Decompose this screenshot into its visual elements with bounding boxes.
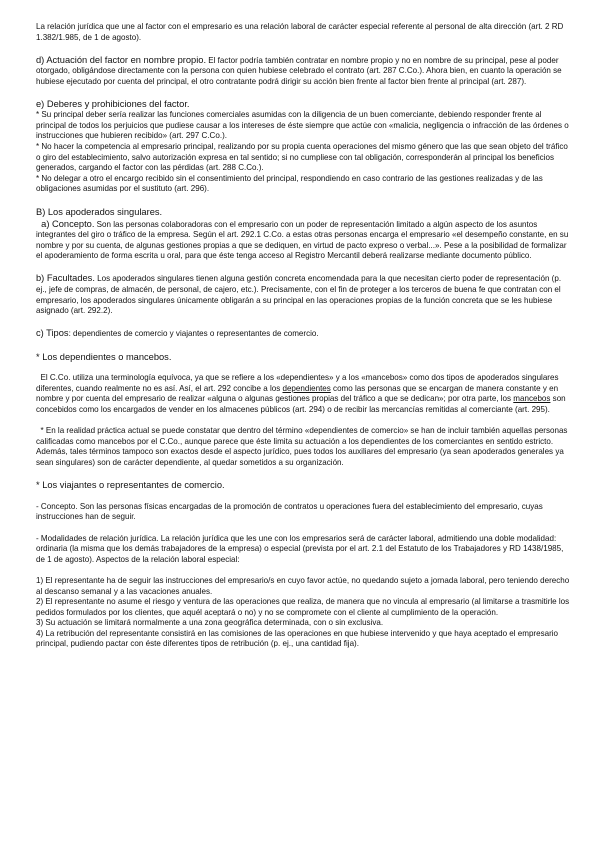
aspecto-item-1: 1) El representante ha de seguir las instrucciones del empresario/s en cuyo favor actúe, no quedando sujeto a jornada laboral, pero teniendo derecho al descanso semanal y a las vacaciones anuales. <box>36 575 570 596</box>
viajantes-modalidades: - Modalidades de relación jurídica. La relación jurídica que les une con los empresarios será de carácter laboral, admitiendo una doble modalidad: ordinaria (la misma que los demás trabajadores de la empresa) o especial (prevista por el art. 2.1 del Estatuto de los Trabajadores y RD 1438/1985, de 1 de agosto). Aspectos de la relación laboral especial: <box>36 533 564 564</box>
section-e <box>36 98 572 195</box>
section-d-text: El factor podría también contratar en nombre propio y no en nombre de su principal, pese al poder otorgado, obligándose directamente con la persona con quien hubiese celebrado el contrato (art. 287 C.Co.). Ahora bien, en cuanto la operación se hubiese ejecutado por cuenta del principal, el otro contratante podrá dirigir su acción bien frente al factor bien frente al principal (art. 287). <box>36 55 562 86</box>
paragraph-alta-direccion: La relación jurídica que une al factor con el empresario es una relación laboral de carácter especial referente al personal de alta dirección (art. 2 RD 1.382/1.985, de 1 de agosto). <box>36 22 564 42</box>
viajantes-title: * Los viajantes o representantes de comercio. <box>36 480 225 491</box>
realidad-practica-paragraph: * En la realidad práctica actual se puede constatar que dentro del término «dependientes de comercio» se han de incluir también aquellas personas calificadas como mancebos por el C.Co., aunque parece que éste limita su actuación a los dependientes de los comerciantes en sentido estricto. Además, tales términos tampoco son exactos desde el aspecto jurídico, pues todos los auxiliares del empresario (ya sean apoderados generales ya sean singulares) son de carácter dependiente, al quedar sometidos a su organización. <box>36 426 570 467</box>
section-d <box>36 54 572 88</box>
aspecto-item-2: 2) El representante no asume el riesgo y ventura de las operaciones que realiza, de manera que no vincula al empresario (al limitarse a trasmitirle los pedidos formulados por los clientes, que aquél aceptará o no) y no se compromete con el cliente al cumplimiento de la operación. <box>36 597 570 617</box>
mancebos-term: mancebos <box>513 394 551 404</box>
tipos-title: c) Tipos <box>36 328 69 339</box>
section-b-title: B) Los apoderados singulares. <box>36 206 163 217</box>
concepto-paragraph <box>36 218 572 262</box>
dependientes-text-1: El C.Co. utiliza una terminología equívoca, ya que se refiere a los «dependientes» y a los «mancebos» como dos tipos de apoderados singulares diferentes, cuando realmente no es así. Así, el art. 292 concibe a los <box>36 373 561 393</box>
duty-item-2: * No hacer la competencia al empresario principal, realizando por su propia cuenta operaciones del mismo género que las que sean objeto del tráfico o giro del establecimiento, salvo autorización expresa en tal sentido; si no cumpliese con tal obligación, corresponderán al principal los beneficios generados, cargando el factor con las pérdidas (art. 288 C.Co.). <box>36 141 568 173</box>
aspecto-item-3: 3) Su actuación se limitará normalmente a una zona geográfica determinada, con o sin exclusiva. <box>36 618 384 628</box>
aspectos-list <box>36 576 572 650</box>
facultades-paragraph <box>36 272 572 316</box>
section-e-title: e) Deberes y prohibiciones del factor. <box>36 99 190 110</box>
dependientes-text-3: son concebidos como los encargados de vender en los almacenes públicos (art. 294) o de recibir las mercancías remitidas al comerciante (art. 295). <box>36 394 568 414</box>
tipos-paragraph <box>36 327 572 340</box>
dependientes-title: * Los dependientes o mancebos. <box>36 351 172 362</box>
facultades-text: Los apoderados singulares tienen alguna gestión concreta encomendada para la que necesitan cierto poder de representación (p. ej., jefe de compras, de almacén, de personal, de cajero, etc.). Precisamente, con el fin de proteger a los terceros de buena fe que contratan con el empresario, los apoderados singulares únicamente obligarán a su principal en las operaciones propias de la función concreta que se les hubiese asignado (art. 292.2). <box>36 274 562 316</box>
dependientes-term: dependientes <box>282 383 331 393</box>
duty-item-1: * Su principal deber sería realizar las funciones comerciales asumidas con la diligencia de un buen comerciante, debiendo responder frente al principal de todos los perjuicios que pudiese causar a los intereses de éste siempre que actúe con «malicia, negligencia o infracción de las órdenes o instrucciones que hubieren recibido» (art. 297 C.Co.). <box>36 110 569 141</box>
facultades-title: b) Facultades. <box>36 273 95 284</box>
dependientes-paragraph <box>36 373 572 415</box>
dependientes-text-2: como las personas que se encargan de manera constante y en nombre y por cuenta del empresario de realizar «alguna o algunas gestiones propias del tráfico a que se dedican»; por otra parte, los <box>36 383 561 404</box>
concepto-title: a) Concepto. <box>36 218 95 229</box>
section-b <box>36 206 572 262</box>
section-d-title: d) Actuación del factor en nombre propio. <box>36 54 207 65</box>
viajantes-concepto: - Concepto. Son las personas físicas encargadas de la promoción de contratos u operaciones fuera del establecimiento del empresario, cuyas instrucciones han de seguir. <box>36 501 543 522</box>
aspecto-item-4: 4) La retribución del representante consistirá en las comisiones de las operaciones en que hubiese intervenido y que haya aceptado el empresario principal, pudiendo pactar con éste diferentes tipos de retribución (p. ej., una cantidad fija). <box>36 628 559 649</box>
concepto-text: Son las personas colaboradoras con el empresario con un poder de representación limitado a algún aspecto de los asuntos integrantes del giro o tráfico de la empresa. Según el art. 292.1 C.Co. a estas otras personas encarga el empresario «el desempeño constante, en su nombre y por su cuenta, de algunas gestiones propias a que se dediquen, en virtud de pacto expreso o verbal...». Pese a la posibilidad de formalizar el apoderamiento de forma escrita u oral, para que éste tenga acceso al Registro Mercantil deberá realizarse mediante documento público. <box>36 219 571 261</box>
tipos-text: : dependientes de comercio y viajantes o representantes de comercio. <box>68 329 319 339</box>
duty-item-3: * No delegar a otro el encargo recibido sin el consentimiento del principal, respondiendo en caso contrario de las gestiones realizadas y de las obligaciones asumidas por el sustituto (art. 296). <box>36 173 543 194</box>
